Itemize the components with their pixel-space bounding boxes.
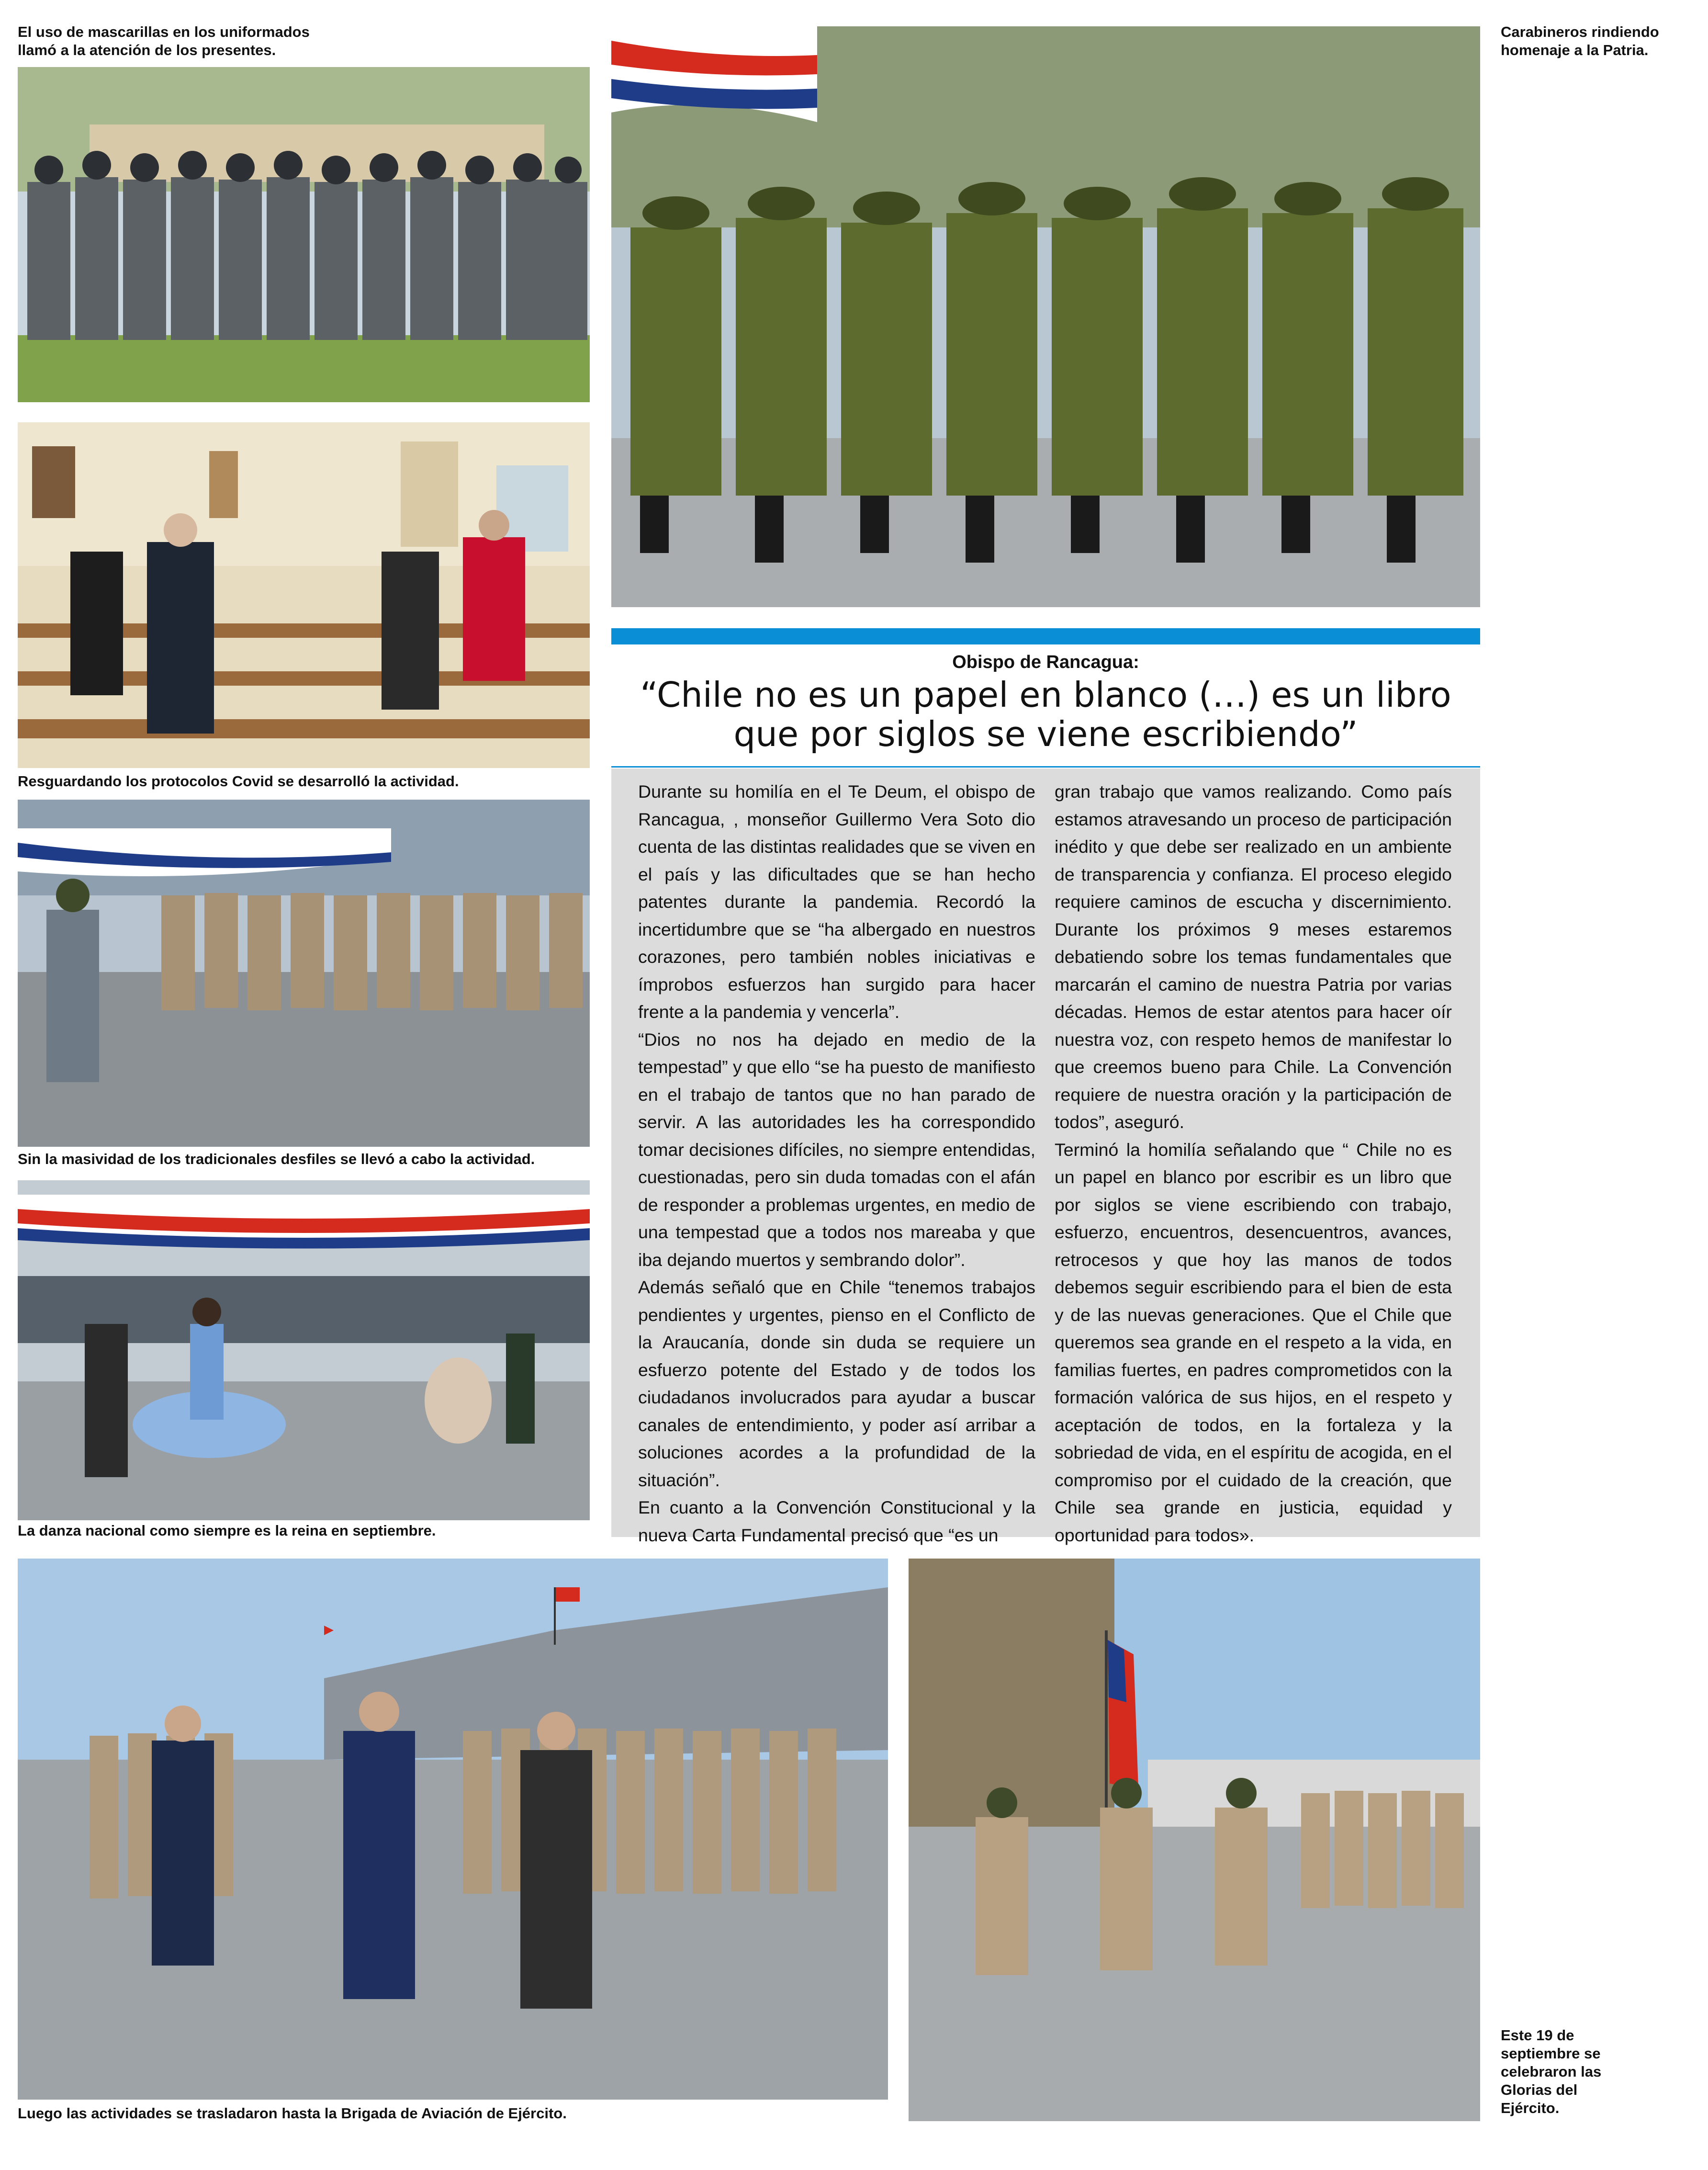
article-column-1	[638, 778, 1035, 1545]
paragraph: Además señaló que en Chile “tenemos trabajos pendientes y urgentes, pienso en el Conflicto de la Araucanía, donde sin duda se requiere un esfuerzo potente del Estado y de todos los ciudadanos involucrados para ayudar a buscar canales de entendimiento, y poder así arribar a soluciones acordes a la profundidad de la situación”.	[638, 1277, 1035, 1490]
paragraph: En cuanto a la Convención Constitucional y la nueva Carta Fundamental precisó que “es un	[638, 1497, 1035, 1545]
article-kicker: Obispo de Rancagua:	[952, 652, 1139, 672]
caption-parade: Sin la masividad de los tradicionales desfiles se llevó a cabo la actividad.	[18, 1151, 535, 1167]
caption-dance: La danza nacional como siempre es la reina en septiembre.	[18, 1522, 436, 1539]
paragraph: “Dios no nos ha dejado en medio de la tempestad” y que ello “se ha puesto de manifiesto en el trabajo de tantos que no han parado de servir. A las autoridades les ha correspondido tomar decisiones difíciles, no siempre entendidas, cuestionadas, pero sin duda tomadas con el afán de responder a problemas urgentes, en medio de una tempestad que a todos nos mareaba y que iba dejando muertos y sembrando dolor”.	[638, 1029, 1035, 1270]
photo-church-te-deum	[18, 422, 590, 768]
caption-glorias: Este 19 de septiembre se celebraron las Glorias del Ejército.	[1501, 2027, 1602, 2116]
photo-carabineros-march	[611, 26, 1480, 607]
caption-carabineros: Carabineros rindiendo homenaje a la Patria.	[1501, 23, 1659, 58]
photo-national-dance	[18, 1180, 590, 1520]
caption-masks: El uso de mascarillas en los uniformados llamó a la atención de los presentes.	[18, 23, 310, 58]
photo-aviation-brigade	[18, 1559, 888, 2100]
article-top-bar	[611, 628, 1480, 644]
photo-uniformed-masks	[18, 67, 590, 402]
article-column-2	[1055, 778, 1452, 1545]
headline-rule	[611, 766, 1480, 768]
paragraph: Durante su homilía en el Te Deum, el obispo de Rancagua, , monseñor Guillermo Vera Soto dio cuenta de las distintas realidades que se viven en el país y las dificultades que se han hecho patentes durante la pandemia. Recordó la incertidumbre que se “ha albergado en nuestros corazones, pero también nobles iniciativas e ímprobos esfuerzos han surgido para hacer frente a la pandemia y vencerla”.	[638, 781, 1035, 1022]
photo-army-parade	[18, 800, 590, 1147]
caption-aviation: Luego las actividades se trasladaron hasta la Brigada de Aviación de Ejército.	[18, 2105, 567, 2122]
paragraph: gran trabajo que vamos realizando. Como país estamos atravesando un proceso de participación inédito y que debe ser realizado en un ambiente de transparencia y confianza. El proceso elegido requiere caminos de escucha y discernimiento. Durante los próximos 9 meses estaremos debatiendo sobre los temas fundamentales que marcarán el camino de nuestra Patria por varias décadas. Hemos de estar atentos para hacer oír nuestra voz, con respeto hemos de manifestar lo que creemos bueno para Chile. La Convención requiere de nuestra oración y la participación de todos”, aseguró.	[1055, 781, 1452, 1132]
paragraph: Terminó la homilía señalando que “ Chile no es un papel en blanco por escribir es un libro que por siglos se viene escribiendo con trabajo, esfuerzo, encuentros, desencuentros, avances, retrocesos y que hoy las manos de todos debemos seguir escribiendo para el bien de esta y de las nuevas generaciones. Que el Chile que queremos sea grande en el respeto a la vida, en familias fuertes, en padres comprometidos con la formación valórica de sus hijos, en el respeto y aceptación de todos, en la fortaleza y la sobriedad de vida, en el espíritu de acogida, en el compromiso por el cuidado de la creación, que Chile sea grande en justicia, equidad y oportunidad para todos».	[1055, 1139, 1452, 1545]
article-headline: “Chile no es un papel en blanco (…) es un libro que por siglos se viene escribiendo”	[640, 675, 1451, 754]
photo-glorias-ejercito	[909, 1559, 1480, 2121]
caption-church: Resguardando los protocolos Covid se desarrolló la actividad.	[18, 773, 459, 790]
